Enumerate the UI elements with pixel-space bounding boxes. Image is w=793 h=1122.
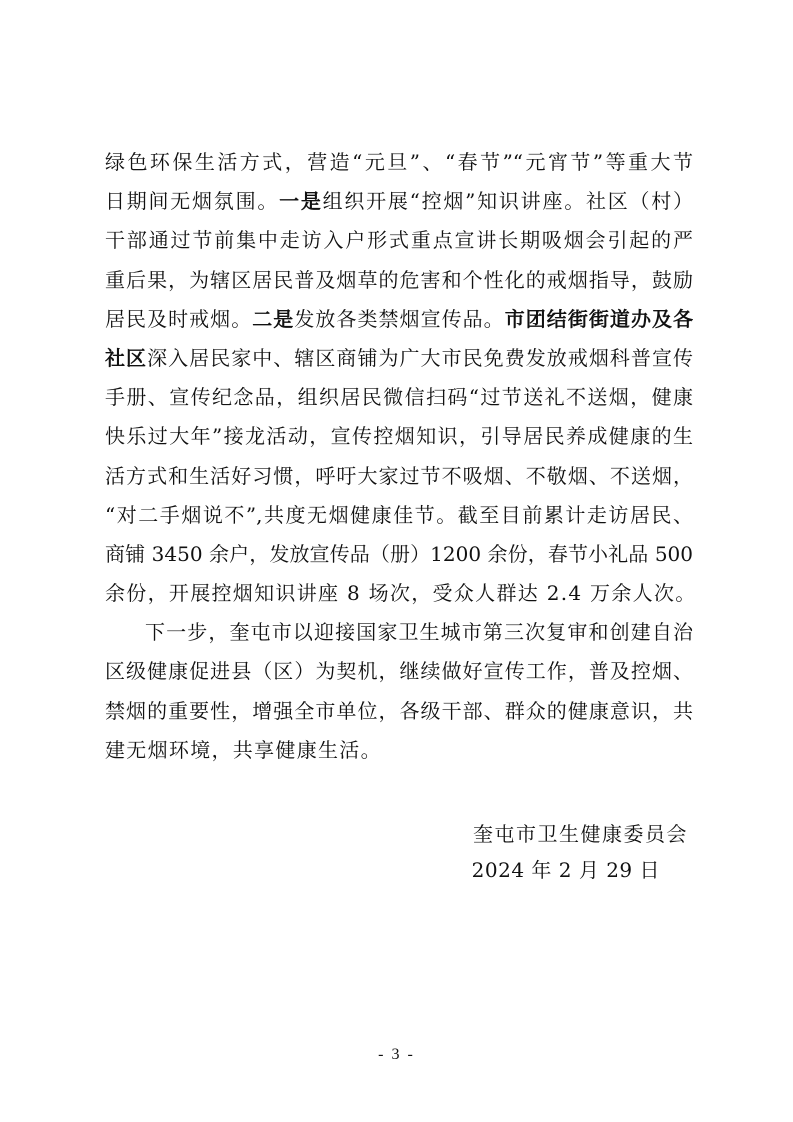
text-segment: 下一步，奎屯市以迎接国家卫生城市第三次复审和创建自治	[145, 620, 693, 645]
text-segment: 日期间无烟氛围。	[105, 189, 280, 214]
text-segment: “对二手烟说不”,共度无烟健康佳节。截至目前累计走访居民、	[105, 502, 693, 527]
signature-organization: 奎屯市卫生健康委员会	[473, 822, 688, 846]
text-line	[105, 652, 693, 691]
text-line	[105, 261, 693, 300]
text-segment: 区级健康促进县（区）为契机，继续做好宣传工作，普及控烟、	[105, 659, 693, 684]
text-segment: 绿色环保生活方式，营造“元旦”、“春节”“元宵节”等重大节	[105, 150, 693, 174]
bold-text: 二是	[252, 306, 295, 331]
text-line	[105, 339, 693, 378]
text-line	[105, 613, 693, 652]
text-segment: 活方式和生活好习惯，呼吁大家过节不吸烟、不敬烟、不送烟，	[105, 463, 693, 488]
text-line	[105, 535, 693, 574]
text-line	[105, 731, 693, 770]
text-line	[105, 182, 693, 221]
text-line	[105, 496, 693, 535]
text-segment: 发放各类禁烟宣传品。	[294, 306, 505, 331]
text-segment: 禁烟的重要性，增强全市单位，各级干部、群众的健康意识，共	[105, 698, 693, 723]
text-segment: 组织开展“控烟”知识讲座。社区（村）	[322, 189, 694, 214]
signature-date: 2024 年 2 月 29 日	[471, 858, 660, 882]
text-segment: 余份，开展控烟知识讲座 8 场次，受众人群达 2.4 万余人次。	[105, 581, 697, 606]
page-number: - 3 -	[378, 1046, 415, 1063]
bold-text: 市团结街街道办及各	[504, 306, 694, 331]
text-segment: 建无烟环境，共享健康生活。	[105, 737, 382, 762]
signature-block	[472, 816, 688, 888]
body-text	[105, 143, 697, 770]
text-segment: 深入居民家中、辖区商铺为广大市民免费发放戒烟科普宣传	[147, 345, 694, 370]
text-segment: 重后果，为辖区居民普及烟草的危害和个性化的戒烟指导，鼓励	[105, 267, 693, 292]
text-segment: 商铺 3450 余户，发放宣传品（册）1200 余份，春节小礼品 500	[105, 541, 693, 566]
text-line	[105, 221, 693, 260]
text-segment: 快乐过大年”接龙活动，宣传控烟知识，引导居民养成健康的生	[105, 424, 693, 449]
text-line	[105, 300, 693, 339]
text-line	[105, 417, 693, 456]
bold-text: 社区	[105, 345, 148, 370]
text-line	[105, 143, 693, 182]
text-line	[105, 574, 697, 613]
text-line	[105, 692, 693, 731]
text-line	[105, 457, 693, 496]
text-segment: 干部通过节前集中走访入户形式重点宣讲长期吸烟会引起的严	[105, 228, 693, 253]
bold-text: 一是	[279, 189, 323, 214]
text-line	[105, 378, 693, 417]
text-segment: 居民及时戒烟。	[105, 306, 253, 331]
text-segment: 手册、宣传纪念品，组织居民微信扫码“过节送礼不送烟，健康	[105, 385, 693, 410]
